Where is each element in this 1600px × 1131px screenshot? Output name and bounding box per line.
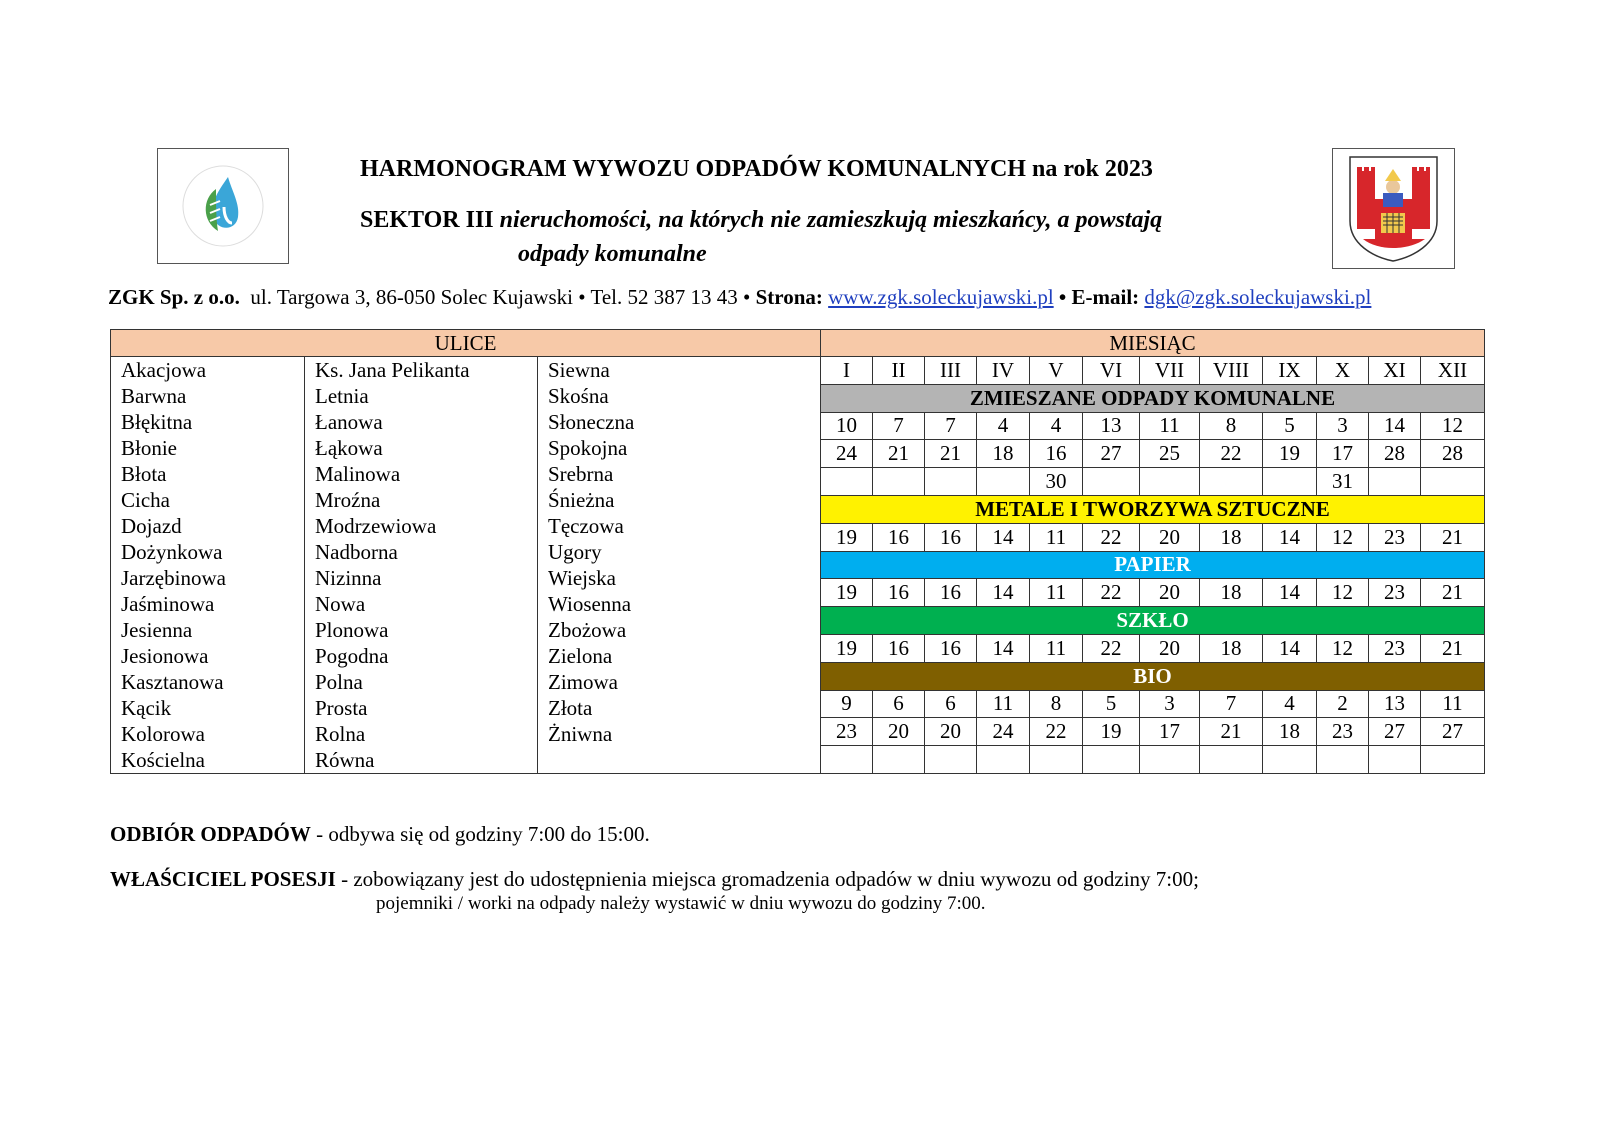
pickup-label: ODBIÓR ODPADÓW xyxy=(110,822,311,846)
months-header: MIESIĄC xyxy=(821,330,1485,357)
category-label-metals: METALE I TWORZYWA SZTUCZNE xyxy=(821,495,1485,523)
owner-label: WŁAŚCICIEL POSESJI xyxy=(110,867,336,891)
date-cell: 10 xyxy=(821,412,873,440)
date-cell: 18 xyxy=(1263,718,1317,746)
street-name: Akacjowa xyxy=(121,358,207,382)
street-name: Nowa xyxy=(315,592,366,616)
date-cell xyxy=(925,468,977,496)
street-name: Srebrna xyxy=(548,462,614,486)
date-cell: 12 xyxy=(1317,523,1369,551)
email-label: E-mail: xyxy=(1071,285,1140,309)
date-cell: 13 xyxy=(1083,412,1140,440)
date-cell: 24 xyxy=(977,718,1030,746)
date-cell: 21 xyxy=(1200,718,1263,746)
date-cell: 3 xyxy=(1317,412,1369,440)
street-name: Wiosenna xyxy=(548,592,632,616)
owner-text: - zobowiązany jest do udostępnienia miejsca gromadzenia odpadów w dniu wywozu od godziny 7:00; xyxy=(341,867,1199,891)
date-cell: 23 xyxy=(821,718,873,746)
month-label: V xyxy=(1030,357,1083,385)
date-cell: 18 xyxy=(977,440,1030,468)
sector-description-cont: odpady komunalne xyxy=(518,241,707,267)
date-cell: 23 xyxy=(1317,718,1369,746)
date-cell: 23 xyxy=(1369,523,1421,551)
website-link[interactable]: www.zgk.soleckujawski.pl xyxy=(828,285,1054,309)
date-cell: 22 xyxy=(1200,440,1263,468)
company-name: ZGK Sp. z o.o. xyxy=(108,285,240,309)
date-cell: 22 xyxy=(1083,634,1140,662)
empty-cell xyxy=(1263,746,1317,774)
schedule-table xyxy=(110,329,1485,774)
date-cell: 18 xyxy=(1200,634,1263,662)
solec-coat-of-arms xyxy=(1332,148,1455,269)
date-cell: 2 xyxy=(1317,690,1369,718)
date-cell: 19 xyxy=(1263,440,1317,468)
street-name: Dożynkowa xyxy=(121,540,223,564)
date-cell xyxy=(1369,468,1421,496)
sector-label: SEKTOR III xyxy=(360,207,494,233)
company-address: ul. Targowa 3, 86-050 Solec Kujawski • Tel. 52 387 13 43 • xyxy=(250,285,751,309)
street-name: Wiejska xyxy=(548,566,616,590)
date-cell: 21 xyxy=(1421,579,1485,607)
date-cell: 4 xyxy=(1030,412,1083,440)
date-cell: 11 xyxy=(1421,690,1485,718)
street-name: Kącik xyxy=(121,696,172,720)
street-name: Skośna xyxy=(548,384,609,408)
street-name: Jesionowa xyxy=(121,644,209,668)
date-cell: 21 xyxy=(1421,634,1485,662)
date-cell: 6 xyxy=(925,690,977,718)
street-name: Spokojna xyxy=(548,436,628,460)
date-cell: 14 xyxy=(977,523,1030,551)
street-name: Równa xyxy=(315,748,375,772)
date-cell: 16 xyxy=(925,523,977,551)
months-row xyxy=(111,357,1485,385)
empty-cell xyxy=(1421,746,1485,774)
month-label: XI xyxy=(1369,357,1421,385)
street-column xyxy=(111,357,305,774)
date-cell: 11 xyxy=(977,690,1030,718)
date-cell: 27 xyxy=(1083,440,1140,468)
date-cell: 4 xyxy=(1263,690,1317,718)
date-cell: 27 xyxy=(1369,718,1421,746)
date-cell: 14 xyxy=(1263,523,1317,551)
date-cell xyxy=(1200,468,1263,496)
empty-cell xyxy=(1030,746,1083,774)
date-cell: 18 xyxy=(1200,579,1263,607)
street-name: Błonie xyxy=(121,436,177,460)
category-label-paper: PAPIER xyxy=(821,551,1485,579)
owner-note xyxy=(110,867,1199,892)
street-name: Nadborna xyxy=(315,540,398,564)
date-cell: 22 xyxy=(1083,579,1140,607)
month-label: IV xyxy=(977,357,1030,385)
date-cell: 14 xyxy=(1263,634,1317,662)
date-cell: 8 xyxy=(1200,412,1263,440)
date-cell: 28 xyxy=(1421,440,1485,468)
date-cell: 5 xyxy=(1263,412,1317,440)
street-name: Nizinna xyxy=(315,566,382,590)
street-name: Polna xyxy=(315,670,363,694)
category-label-mixed: ZMIESZANE ODPADY KOMUNALNE xyxy=(821,384,1485,412)
street-name: Modrzewiowa xyxy=(315,514,437,538)
date-cell: 24 xyxy=(821,440,873,468)
date-cell xyxy=(873,468,925,496)
pickup-text: - odbywa się od godziny 7:00 do 15:00. xyxy=(316,822,650,846)
date-cell: 11 xyxy=(1030,579,1083,607)
street-name: Dojazd xyxy=(121,514,182,538)
web-label: Strona: xyxy=(755,285,823,309)
month-label: VIII xyxy=(1200,357,1263,385)
street-name: Zimowa xyxy=(548,670,618,694)
date-cell: 20 xyxy=(1140,634,1200,662)
street-name: Błota xyxy=(121,462,167,486)
date-cell xyxy=(1421,468,1485,496)
empty-cell xyxy=(1200,746,1263,774)
date-cell: 8 xyxy=(1030,690,1083,718)
zgk-logo-icon xyxy=(158,149,288,263)
empty-cell xyxy=(821,746,873,774)
date-cell: 12 xyxy=(1317,579,1369,607)
owner-note-cont: pojemniki / worki na odpady należy wystawić w dniu wywozu do godziny 7:00. xyxy=(376,893,986,914)
street-name: Cicha xyxy=(121,488,170,512)
date-cell: 14 xyxy=(1263,579,1317,607)
empty-cell xyxy=(1369,746,1421,774)
street-name: Zielona xyxy=(548,644,613,668)
date-cell: 5 xyxy=(1083,690,1140,718)
sector-description: nieruchomości, na których nie zamieszkują mieszkańcy, a powstają xyxy=(499,207,1163,233)
street-column xyxy=(305,357,538,774)
street-name: Pogodna xyxy=(315,644,389,668)
date-cell: 20 xyxy=(873,718,925,746)
street-name: Ks. Jana Pelikanta xyxy=(315,358,470,382)
date-cell: 7 xyxy=(1200,690,1263,718)
category-label-bio: BIO xyxy=(821,662,1485,690)
empty-cell xyxy=(1083,746,1140,774)
street-name: Łąkowa xyxy=(315,436,383,460)
street-name: Ugory xyxy=(548,540,602,564)
empty-cell xyxy=(925,746,977,774)
street-name: Rolna xyxy=(315,722,366,746)
date-cell: 18 xyxy=(1200,523,1263,551)
date-cell: 16 xyxy=(873,634,925,662)
date-cell: 11 xyxy=(1140,412,1200,440)
date-cell xyxy=(1083,468,1140,496)
date-cell: 20 xyxy=(1140,579,1200,607)
street-name: Letnia xyxy=(315,384,369,408)
date-cell: 21 xyxy=(1421,523,1485,551)
date-cell: 12 xyxy=(1421,412,1485,440)
street-name: Łanowa xyxy=(315,410,383,434)
date-cell: 11 xyxy=(1030,634,1083,662)
date-cell: 16 xyxy=(873,523,925,551)
street-name: Słoneczna xyxy=(548,410,635,434)
date-cell xyxy=(977,468,1030,496)
street-name: Kolorowa xyxy=(121,722,205,746)
date-cell: 3 xyxy=(1140,690,1200,718)
pickup-note xyxy=(110,822,650,847)
date-cell: 23 xyxy=(1369,634,1421,662)
street-name: Jaśminowa xyxy=(121,592,215,616)
date-cell: 16 xyxy=(925,634,977,662)
date-cell: 7 xyxy=(925,412,977,440)
date-cell: 17 xyxy=(1317,440,1369,468)
date-cell: 31 xyxy=(1317,468,1369,496)
empty-cell xyxy=(1317,746,1369,774)
date-cell: 14 xyxy=(977,579,1030,607)
date-cell: 27 xyxy=(1421,718,1485,746)
empty-cell xyxy=(1140,746,1200,774)
date-cell: 21 xyxy=(925,440,977,468)
street-name: Kasztanowa xyxy=(121,670,224,694)
month-label: III xyxy=(925,357,977,385)
date-cell: 7 xyxy=(873,412,925,440)
street-name: Jarzębinowa xyxy=(121,566,226,590)
date-cell: 13 xyxy=(1369,690,1421,718)
street-name: Jesienna xyxy=(121,618,193,642)
date-cell: 14 xyxy=(977,634,1030,662)
street-name: Barwna xyxy=(121,384,187,408)
date-cell: 16 xyxy=(1030,440,1083,468)
date-cell: 19 xyxy=(1083,718,1140,746)
coat-of-arms-icon xyxy=(1333,149,1454,268)
date-cell: 4 xyxy=(977,412,1030,440)
date-cell: 23 xyxy=(1369,579,1421,607)
street-name: Śnieżna xyxy=(548,488,615,512)
date-cell: 6 xyxy=(873,690,925,718)
street-name: Zbożowa xyxy=(548,618,627,642)
month-label: X xyxy=(1317,357,1369,385)
date-cell: 22 xyxy=(1030,718,1083,746)
empty-cell xyxy=(977,746,1030,774)
table-header-row xyxy=(111,330,1485,357)
street-name: Błękitna xyxy=(121,410,193,434)
empty-cell xyxy=(873,746,925,774)
zgk-logo xyxy=(157,148,289,264)
category-label-glass: SZKŁO xyxy=(821,607,1485,635)
street-name: Mroźna xyxy=(315,488,381,512)
date-cell: 20 xyxy=(925,718,977,746)
date-cell: 16 xyxy=(925,579,977,607)
date-cell: 16 xyxy=(873,579,925,607)
contact-line xyxy=(108,285,1371,310)
date-cell xyxy=(1140,468,1200,496)
month-label: II xyxy=(873,357,925,385)
month-label: XII xyxy=(1421,357,1485,385)
month-label: VI xyxy=(1083,357,1140,385)
street-column xyxy=(538,357,821,774)
street-name: Siewna xyxy=(548,358,610,382)
date-cell: 25 xyxy=(1140,440,1200,468)
date-cell: 21 xyxy=(873,440,925,468)
date-cell: 14 xyxy=(1369,412,1421,440)
date-cell: 12 xyxy=(1317,634,1369,662)
date-cell: 11 xyxy=(1030,523,1083,551)
street-name: Malinowa xyxy=(315,462,401,486)
street-name: Żniwna xyxy=(548,722,613,746)
street-name: Plonowa xyxy=(315,618,389,642)
page-title: HARMONOGRAM WYWOZU ODPADÓW KOMUNALNYCH na rok 2023 xyxy=(360,156,1153,182)
date-cell: 30 xyxy=(1030,468,1083,496)
streets-header: ULICE xyxy=(111,330,821,357)
date-cell: 19 xyxy=(821,523,873,551)
month-label: VII xyxy=(1140,357,1200,385)
date-cell xyxy=(821,468,873,496)
street-name: Tęczowa xyxy=(548,514,624,538)
street-name: Złota xyxy=(548,696,593,720)
street-name: Kościelna xyxy=(121,748,205,772)
date-cell: 19 xyxy=(821,579,873,607)
date-cell: 28 xyxy=(1369,440,1421,468)
date-cell: 9 xyxy=(821,690,873,718)
date-cell: 17 xyxy=(1140,718,1200,746)
date-cell: 20 xyxy=(1140,523,1200,551)
date-cell xyxy=(1263,468,1317,496)
month-label: I xyxy=(821,357,873,385)
contact-separator: • xyxy=(1058,285,1067,309)
email-link[interactable]: dgk@zgk.soleckujawski.pl xyxy=(1144,285,1372,309)
date-cell: 22 xyxy=(1083,523,1140,551)
page-subtitle xyxy=(360,203,1280,271)
month-label: IX xyxy=(1263,357,1317,385)
date-cell: 19 xyxy=(821,634,873,662)
street-name: Prosta xyxy=(315,696,368,720)
